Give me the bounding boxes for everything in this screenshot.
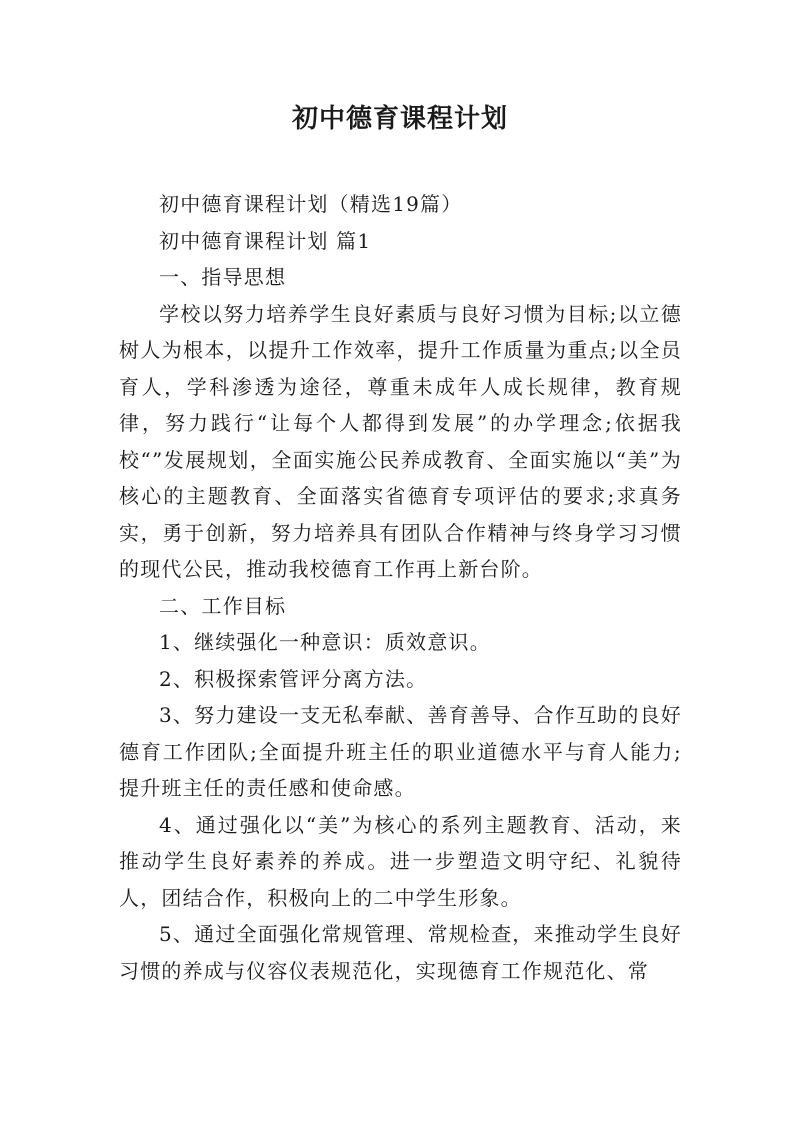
goal-item-5: 5、通过全面强化常规管理、常规检查，来推动学生良好习惯的养成与仪容仪表规范化，实现德育工作规范化、常	[119, 922, 682, 983]
paragraph-guiding-ideology: 学校以努力培养学生良好素质与良好习惯为目标;以立德树人为根本，以提升工作效率，提升工作质量为重点;以全员育人，学科渗透为途径，尊重未成年人成长规律，教育规律，努力践行“让每个人都得到发展”的办学理念;依据我校“”发展规划，全面实施公民养成教育、全面实施以“美”为核心的主题教育、全面落实省德育专项评估的要求;求真务实，勇于创新，努力培养具有团队合作精神与终身学习习惯的现代公民，推动我校德育工作再上新台阶。	[119, 301, 682, 581]
goal-item-1: 1、继续强化一种意识：质效意识。	[159, 630, 491, 654]
heading-guiding-ideology: 一、指导思想	[159, 265, 287, 289]
heading-work-goals: 二、工作目标	[159, 593, 287, 618]
goal-item-4: 4、通过强化以“美”为核心的系列主题教育、活动，来推动学生良好素养的养成。进一步塑造文明守纪、礼貌待人，团结合作，积极向上的二中学生形象。	[119, 812, 682, 910]
goal-item-2: 2、积极探索管评分离方法。	[159, 666, 428, 691]
document-title: 初中德育课程计划	[291, 104, 508, 134]
document-body	[119, 186, 682, 989]
goal-item-3: 3、努力建设一支无私奉献、善育善导、合作互助的良好德育工作团队;全面提升班主任的职业道德水平与育人能力;提升班主任的责任感和使命感。	[119, 703, 682, 800]
paragraph-subtitle: 初中德育课程计划（精选19篇）	[159, 192, 463, 216]
paragraph-section-heading: 初中德育课程计划 篇1	[159, 228, 372, 253]
